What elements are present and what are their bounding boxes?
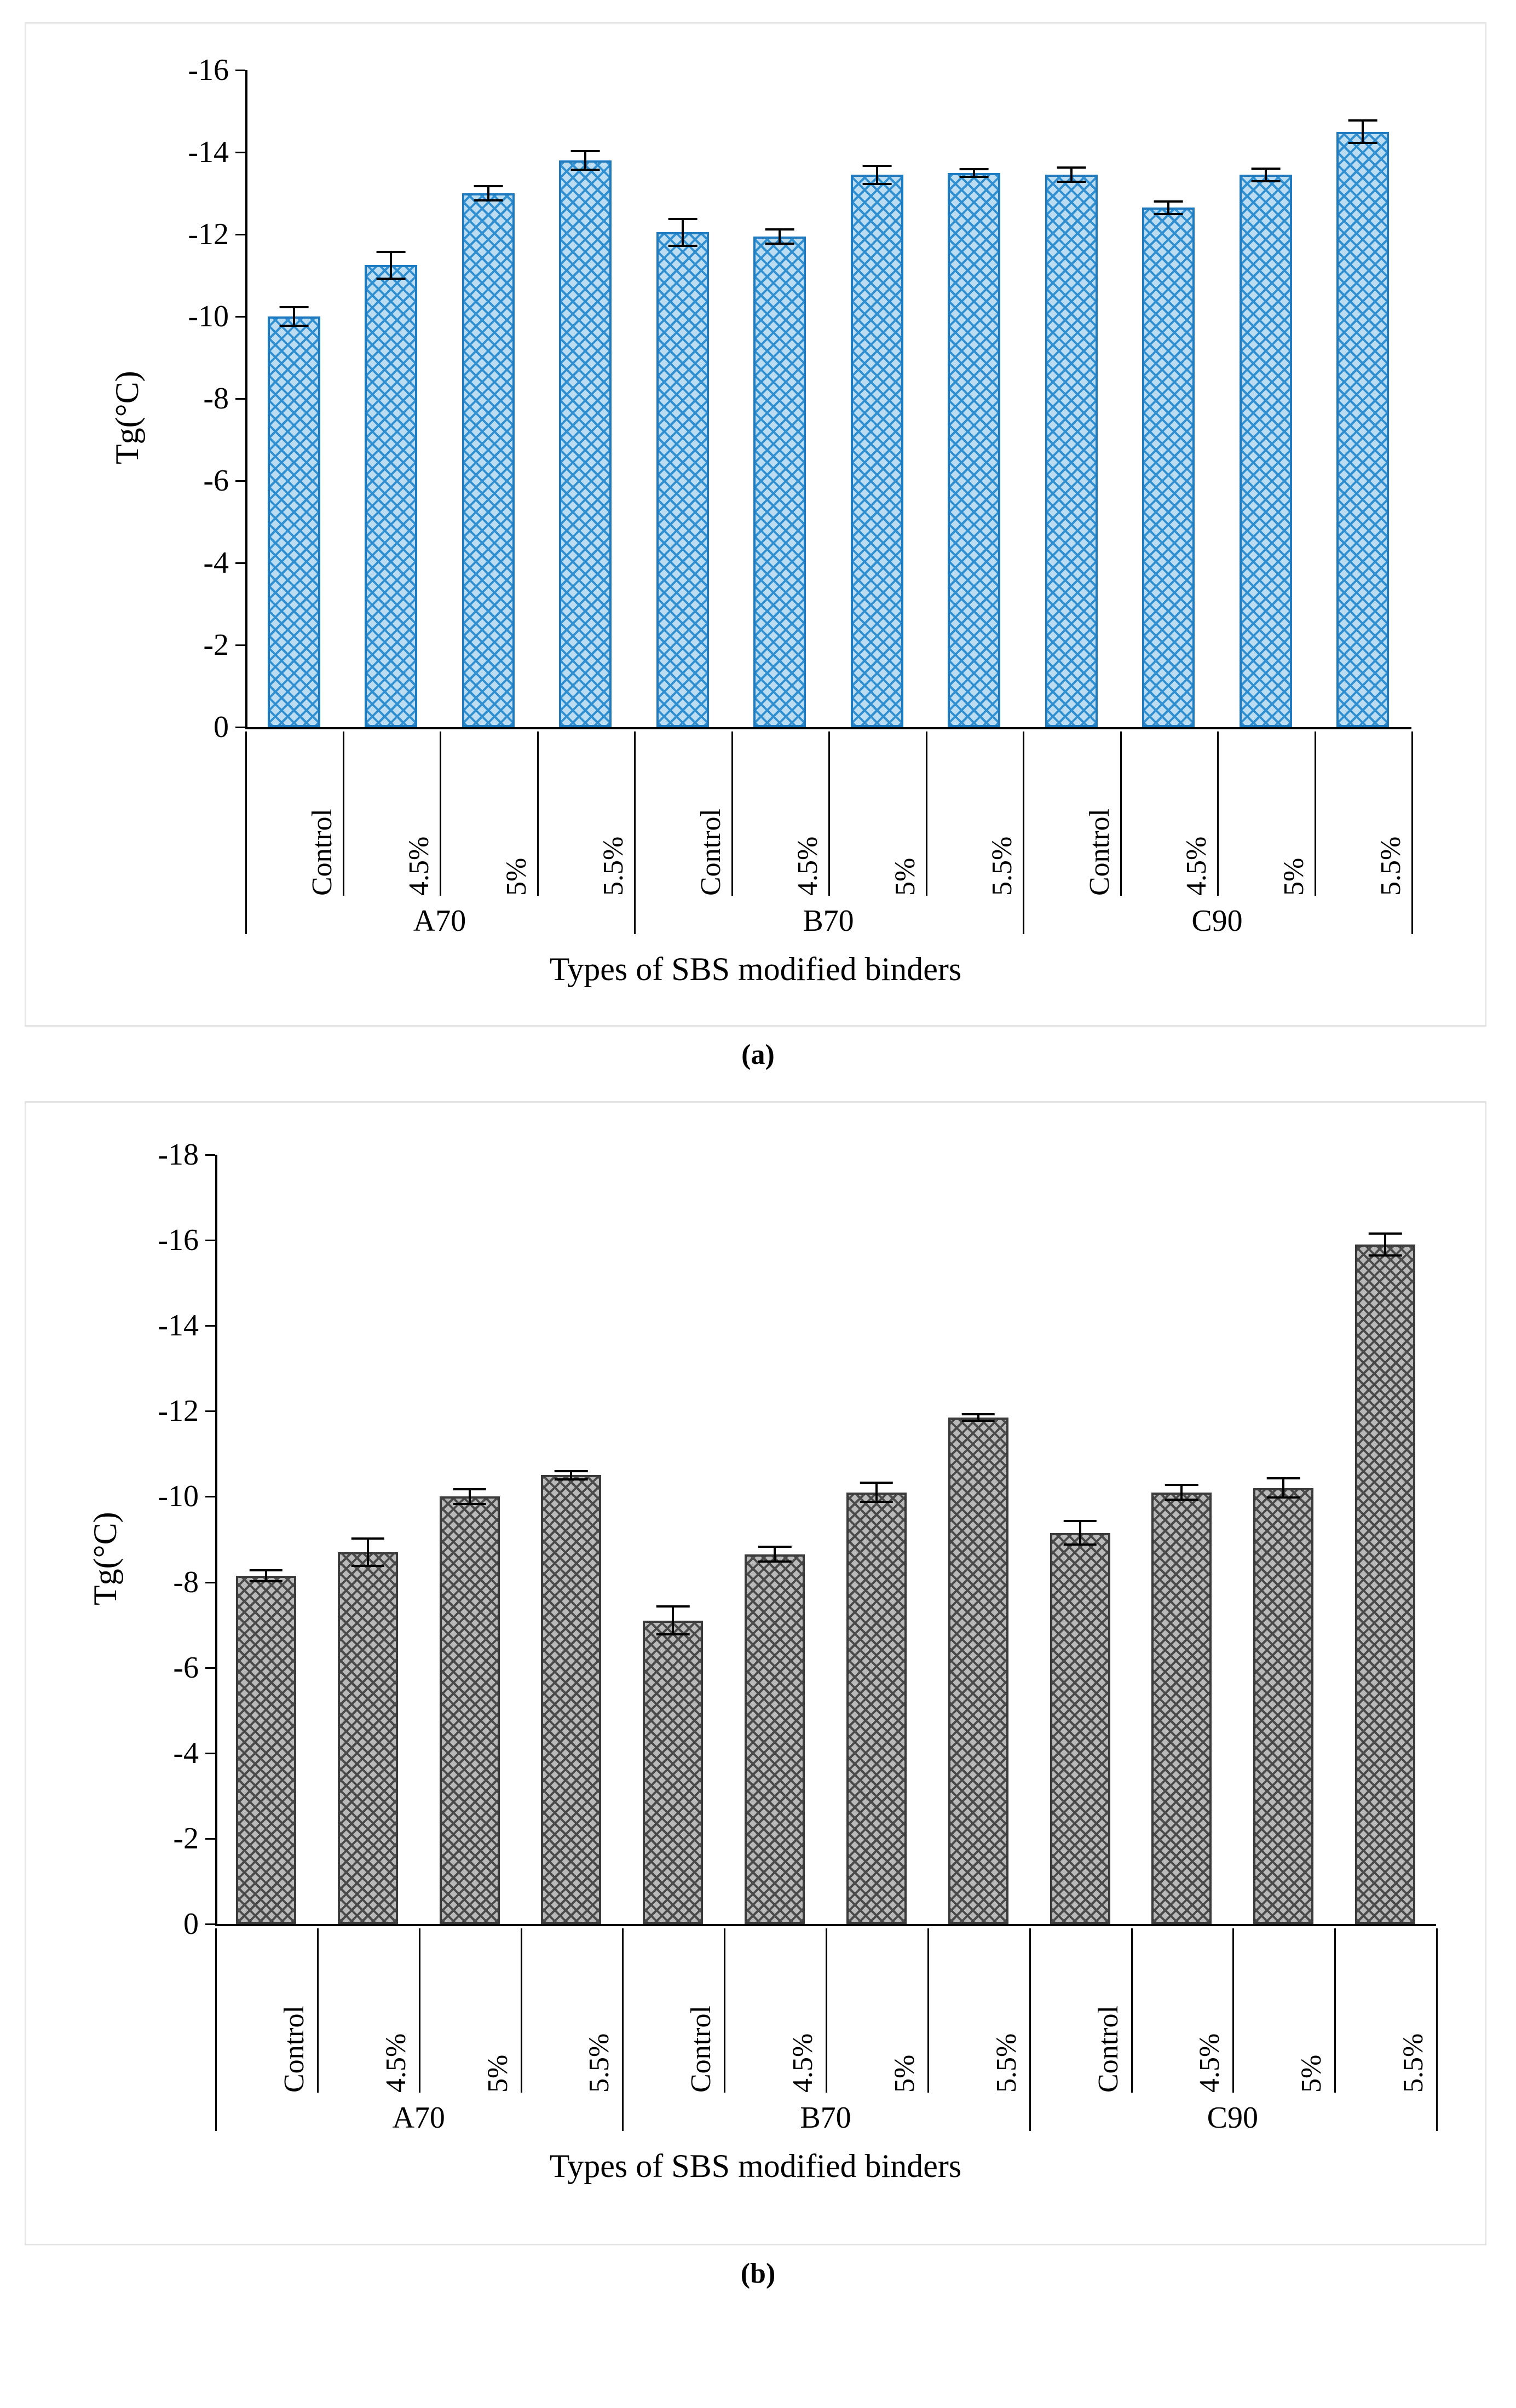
- y-tick-mark: [235, 316, 245, 318]
- error-bar: [1355, 1232, 1415, 1257]
- x-tick-label: 5%: [1278, 857, 1310, 896]
- chart-panel-b: [25, 1101, 1486, 2245]
- x-tick-label: 5%: [500, 857, 532, 896]
- bar: [851, 175, 903, 727]
- y-tick-label: -8: [203, 382, 229, 416]
- x-axis-separator: [724, 1928, 725, 2093]
- y-tick-label: -10: [158, 1479, 199, 1514]
- x-axis-group-label: B70: [800, 2101, 851, 2135]
- error-bar: [948, 168, 1000, 178]
- y-tick-label: 0: [214, 710, 229, 744]
- y-tick-label: -16: [158, 1223, 199, 1258]
- x-tick-label: 5.5%: [990, 2033, 1022, 2093]
- error-bar: [559, 150, 612, 171]
- x-axis-separator: [927, 1928, 929, 2093]
- bar: [656, 232, 709, 727]
- x-tick-label: 4.5%: [1194, 2033, 1226, 2093]
- bar: [1142, 208, 1195, 727]
- x-tick-label: Control: [695, 809, 727, 896]
- x-tick-label: 5.5%: [584, 2033, 615, 2093]
- y-tick-label: -4: [173, 1736, 199, 1770]
- bar: [268, 316, 320, 727]
- error-bar: [1336, 119, 1389, 144]
- caption-a: [0, 1039, 1516, 1071]
- x-tick-label: 4.5%: [787, 2033, 819, 2093]
- x-tick-label: 4.5%: [380, 2033, 412, 2093]
- y-tick-mark: [205, 1325, 215, 1327]
- error-bar: [541, 1470, 601, 1480]
- y-tick-mark: [235, 70, 245, 71]
- error-bar: [1142, 200, 1195, 215]
- x-axis-separator: [828, 731, 830, 896]
- y-tick-mark: [205, 1410, 215, 1412]
- y-tick-label: -4: [203, 546, 229, 580]
- y-tick-label: -14: [158, 1309, 199, 1343]
- error-bar: [236, 1569, 296, 1582]
- x-tick-label: 5%: [1296, 2054, 1328, 2093]
- y-axis-line: [245, 70, 247, 727]
- error-bar: [268, 306, 320, 327]
- y-tick-label: 0: [183, 1907, 199, 1941]
- y-tick-mark: [205, 1923, 215, 1925]
- error-bar: [656, 218, 709, 247]
- bar: [753, 237, 806, 727]
- y-tick-mark: [205, 1582, 215, 1583]
- y-tick-label: -6: [203, 464, 229, 498]
- x-axis-separator: [440, 731, 441, 896]
- y-tick-mark: [235, 644, 245, 646]
- error-bar: [643, 1605, 703, 1635]
- caption-a-text: (a): [741, 1039, 775, 1070]
- x-tick-label: 5.5%: [1398, 2033, 1429, 2093]
- caption-b-text: (b): [740, 2258, 776, 2289]
- x-tick-label: Control: [278, 2006, 310, 2093]
- bar: [440, 1496, 500, 1924]
- x-axis-separator: [926, 731, 927, 896]
- error-bar: [745, 1546, 805, 1563]
- x-tick-label: Control: [685, 2006, 717, 2093]
- y-tick-mark: [205, 1838, 215, 1840]
- x-tick-label: Control: [1083, 809, 1115, 896]
- x-axis-separator: [1120, 731, 1122, 896]
- y-tick-label: -18: [158, 1138, 199, 1172]
- y-tick-label: -12: [158, 1394, 199, 1428]
- y-tick-mark: [205, 1154, 215, 1156]
- x-axis-separator: [731, 731, 733, 896]
- bar: [1151, 1493, 1212, 1924]
- x-axis-separator: [343, 731, 344, 896]
- x-axis-separator: [1411, 731, 1413, 934]
- x-tick-label: Control: [1092, 2006, 1124, 2093]
- y-tick-label: -8: [173, 1565, 199, 1599]
- error-bar: [846, 1482, 907, 1503]
- x-tick-label: 5.5%: [1375, 836, 1407, 896]
- y-tick-label: -16: [188, 53, 229, 87]
- x-axis-separator: [1334, 1928, 1336, 2093]
- chart-panel-a: [25, 22, 1486, 1027]
- x-axis-group-label: C90: [1207, 2101, 1258, 2135]
- y-axis-line: [215, 1155, 217, 1924]
- error-bar: [440, 1488, 500, 1505]
- y-axis-label: Tg(°C): [87, 1511, 123, 1605]
- bar: [948, 173, 1000, 728]
- x-axis-group-label: C90: [1191, 904, 1243, 938]
- x-axis-group-label: B70: [803, 904, 854, 938]
- bar: [1240, 175, 1292, 727]
- x-axis-separator: [317, 1928, 319, 2093]
- y-tick-label: -10: [188, 299, 229, 333]
- x-axis-separator: [826, 1928, 827, 2093]
- y-tick-label: -2: [173, 1821, 199, 1856]
- x-axis-line: [215, 1924, 1436, 1926]
- bar: [541, 1475, 601, 1924]
- error-bar: [365, 251, 417, 280]
- x-tick-label: 5%: [482, 2054, 514, 2093]
- bar: [846, 1493, 907, 1924]
- bar: [745, 1554, 805, 1924]
- y-tick-mark: [235, 562, 245, 564]
- error-bar: [1050, 1520, 1110, 1546]
- x-tick-label: 4.5%: [1181, 836, 1213, 896]
- x-axis-group-label: A70: [392, 2101, 445, 2135]
- y-tick-label: -2: [203, 628, 229, 662]
- x-axis-separator: [419, 1928, 420, 2093]
- error-bar: [948, 1413, 1008, 1422]
- x-tick-label: 5%: [889, 2054, 920, 2093]
- error-bar: [462, 185, 515, 201]
- y-tick-mark: [205, 1496, 215, 1497]
- y-tick-mark: [205, 1667, 215, 1669]
- bar: [365, 265, 417, 727]
- bar: [1355, 1245, 1415, 1924]
- bar: [462, 193, 515, 727]
- x-tick-label: 4.5%: [404, 836, 435, 896]
- bar: [948, 1418, 1008, 1924]
- x-axis-separator: [1131, 1928, 1133, 2093]
- x-tick-label: 4.5%: [792, 836, 824, 896]
- error-bar: [753, 228, 806, 245]
- x-tick-label: 5.5%: [598, 836, 630, 896]
- x-tick-label: 5.5%: [987, 836, 1018, 896]
- caption-b: [0, 2257, 1516, 2290]
- bar: [236, 1576, 296, 1924]
- x-tick-label: Control: [306, 809, 338, 896]
- bar: [643, 1621, 703, 1924]
- error-bar: [851, 165, 903, 186]
- y-tick-mark: [235, 727, 245, 728]
- y-tick-label: -14: [188, 135, 229, 169]
- x-axis-separator: [521, 1928, 522, 2093]
- y-tick-mark: [235, 152, 245, 153]
- bar: [338, 1552, 398, 1924]
- error-bar: [1240, 168, 1292, 182]
- y-tick-mark: [235, 480, 245, 482]
- bar: [559, 160, 612, 727]
- error-bar: [1253, 1477, 1313, 1499]
- x-axis-line: [245, 727, 1411, 729]
- x-axis-title: Types of SBS modified binders: [549, 951, 962, 987]
- y-tick-mark: [205, 1753, 215, 1754]
- y-axis-label: Tg(°C): [109, 371, 145, 464]
- bar: [1253, 1488, 1313, 1924]
- x-axis-separator: [1217, 731, 1219, 896]
- bar: [1336, 132, 1389, 728]
- x-axis-separator: [1315, 731, 1316, 896]
- x-axis-separator: [537, 731, 539, 896]
- x-axis-group-label: A70: [413, 904, 466, 938]
- y-tick-mark: [235, 398, 245, 400]
- bar: [1050, 1533, 1110, 1924]
- x-tick-label: 5%: [889, 857, 921, 896]
- y-tick-label: -12: [188, 217, 229, 251]
- error-bar: [1045, 166, 1098, 183]
- bar: [1045, 175, 1098, 727]
- y-tick-mark: [205, 1240, 215, 1241]
- y-tick-label: -6: [173, 1650, 199, 1685]
- error-bar: [338, 1537, 398, 1568]
- x-axis-separator: [1436, 1928, 1438, 2131]
- error-bar: [1151, 1484, 1212, 1501]
- y-tick-mark: [235, 234, 245, 235]
- x-axis-title: Types of SBS modified binders: [549, 2148, 962, 2184]
- x-axis-separator: [1232, 1928, 1234, 2093]
